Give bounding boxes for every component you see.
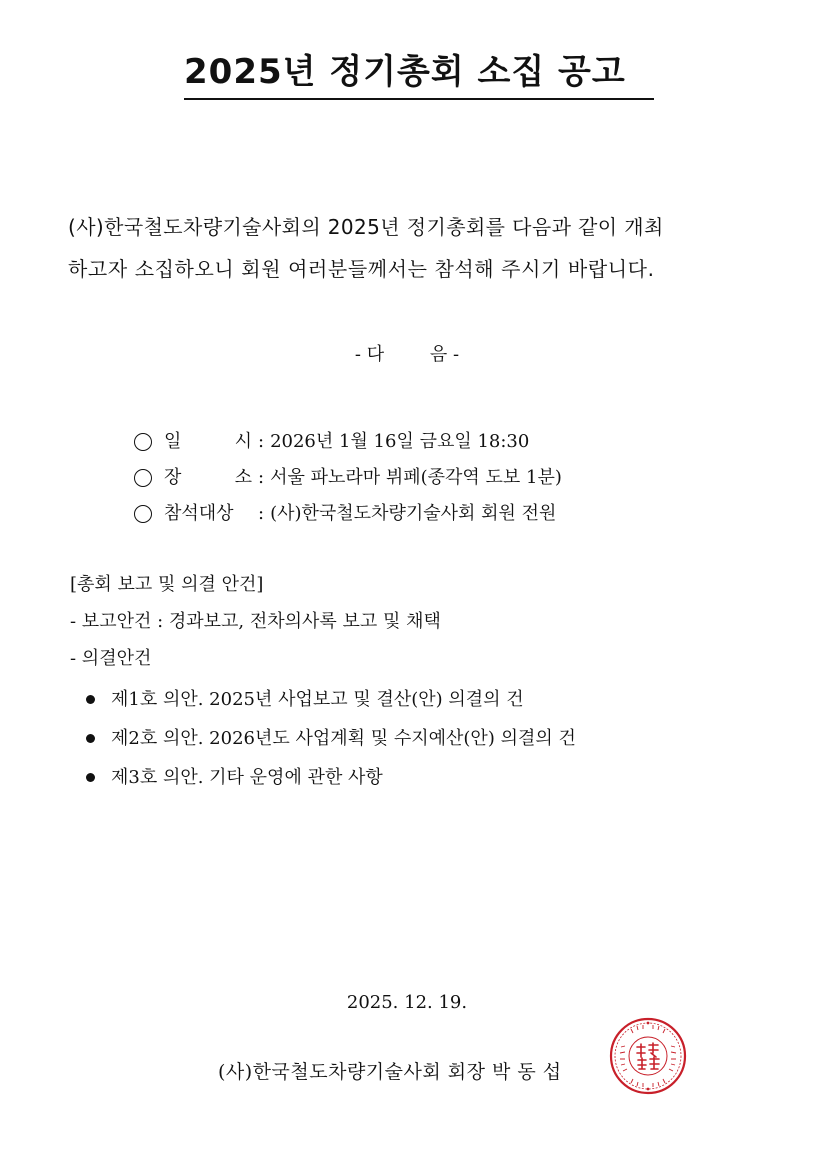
- resolution-heading: - 의결안건: [70, 648, 152, 669]
- list-item: [86, 680, 576, 719]
- intro-line-2: 하고자 소집하오니 회원 여러분들께서는 참석해 주시기 바랍니다.: [68, 257, 655, 281]
- meeting-info: [130, 424, 562, 532]
- official-seal-icon: [609, 1017, 687, 1095]
- info-row-attendees: [130, 496, 562, 532]
- bullet-icon: [86, 734, 95, 743]
- info-separator: :: [258, 431, 265, 452]
- info-label: 일 시: [164, 431, 252, 452]
- resolution-list: [86, 680, 576, 797]
- report-items: - 보고안건 : 경과보고, 전차의사록 보고 및 채택: [70, 611, 441, 632]
- list-item-text: 제3호 의안. 기타 운영에 관한 사항: [111, 767, 383, 788]
- info-label: 장 소: [164, 467, 252, 488]
- info-row-datetime: [130, 424, 562, 460]
- info-value: (사)한국철도차량기술사회 회원 전원: [270, 503, 557, 524]
- bullet-icon: [86, 773, 95, 782]
- info-separator: :: [258, 503, 265, 524]
- list-item: [86, 758, 576, 797]
- document-date: 2025. 12. 19.: [346, 992, 468, 1013]
- bullet-icon: [86, 695, 95, 704]
- section-heading: - 다 음 -: [354, 344, 460, 365]
- list-item-text: 제2호 의안. 2026년도 사업계획 및 수지예산(안) 의결의 건: [111, 728, 576, 749]
- page-title: 2025년 정기총회 소집 공고: [184, 50, 654, 100]
- list-item: [86, 719, 576, 758]
- agenda-heading: [총회 보고 및 의결 안건]: [70, 574, 264, 595]
- circle-outline-icon: [134, 433, 152, 451]
- info-value: 2026년 1월 16일 금요일 18:30: [270, 431, 530, 452]
- signer-line: (사)한국철도차량기술사회 회장 박 동 섭: [218, 1061, 562, 1083]
- info-label: 참석대상: [164, 503, 234, 524]
- agenda-section: [70, 566, 441, 677]
- info-row-place: [130, 460, 562, 496]
- info-separator: :: [258, 467, 265, 488]
- circle-outline-icon: [134, 505, 152, 523]
- intro-paragraph: [68, 206, 758, 290]
- list-item-text: 제1호 의안. 2025년 사업보고 및 결산(안) 의결의 건: [111, 689, 524, 710]
- circle-outline-icon: [134, 469, 152, 487]
- intro-line-1: (사)한국철도차량기술사회의 2025년 정기총회를 다음과 같이 개최: [68, 215, 664, 239]
- info-value: 서울 파노라마 뷔페(종각역 도보 1분): [270, 467, 562, 488]
